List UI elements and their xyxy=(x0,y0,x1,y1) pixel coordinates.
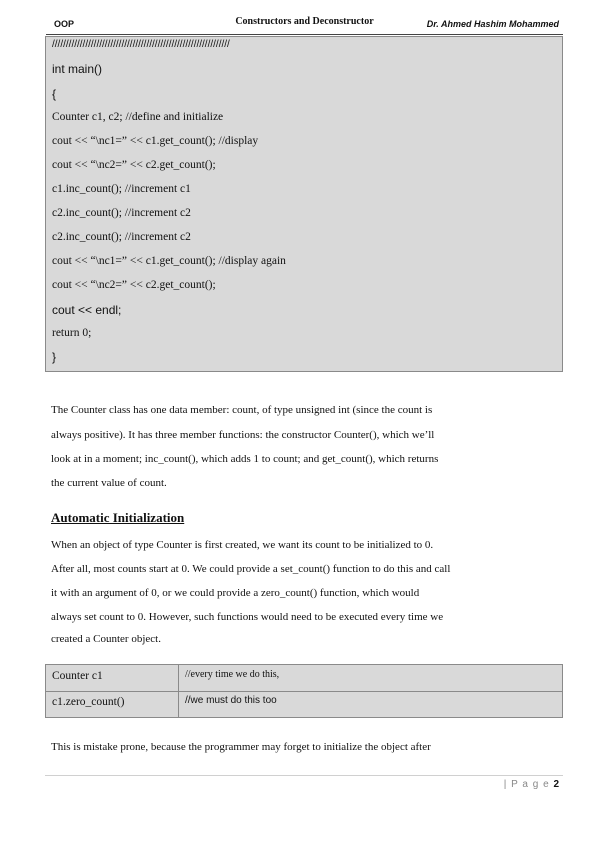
code-block xyxy=(45,36,563,372)
page-number: 2 xyxy=(553,779,559,790)
code-line: return 0; xyxy=(52,327,92,339)
header-title: Constructors and Deconstructor xyxy=(235,16,374,27)
code-line: //////////////////////////////////////////////////////////////// xyxy=(52,39,230,50)
code-line: { xyxy=(52,87,57,101)
section-heading: Automatic Initialization xyxy=(51,510,185,525)
table-cell-code: Counter c1 xyxy=(46,665,179,691)
paragraph-line: When an object of type Counter is first created, we want its count to be initialized to 0. xyxy=(51,539,434,551)
table-row xyxy=(46,665,562,692)
footer-divider xyxy=(45,775,563,776)
code-line: cout << “\nc1=” << c1.get_count(); //display again xyxy=(52,255,286,267)
code-line: Counter c1, c2; //define and initialize xyxy=(52,111,224,123)
code-line: cout << endl; xyxy=(52,303,122,317)
header-course: OOP xyxy=(54,19,75,29)
code-line: cout << “\nc2=” << c2.get_count(); xyxy=(52,279,216,291)
code-line: cout << “\nc2=” << c2.get_count(); xyxy=(52,159,216,171)
page-label: | P a g e xyxy=(503,779,550,790)
code-table xyxy=(45,664,563,718)
paragraph-line: it with an argument of 0, or we could provide a zero_count() function, which would xyxy=(51,587,420,599)
page-header xyxy=(46,14,563,35)
paragraph-line: After all, most counts start at 0. We could provide a set_count() function to do this and call xyxy=(51,563,451,575)
paragraph-line: The Counter class has one data member: count, of type unsigned int (since the count is xyxy=(51,404,433,416)
paragraph-line: This is mistake prone, because the programmer may forget to initialize the object after xyxy=(51,741,431,753)
code-line: cout << “\nc1=” << c1.get_count(); //display xyxy=(52,135,259,147)
code-line: c1.inc_count(); //increment c1 xyxy=(52,183,191,195)
page-footer xyxy=(504,779,559,790)
code-line: int main() xyxy=(52,62,103,76)
table-cell-comment: //we must do this too xyxy=(185,695,277,706)
code-line: c2.inc_count(); //increment c2 xyxy=(52,231,191,243)
paragraph-line: look at in a moment; inc_count(), which adds 1 to count; and get_count(), which returns xyxy=(51,453,439,465)
paragraph-line: created a Counter object. xyxy=(51,633,161,645)
table-row xyxy=(46,691,562,717)
code-line: c2.inc_count(); //increment c2 xyxy=(52,207,191,219)
paragraph-line: always set count to 0. However, such functions would need to be executed every time we xyxy=(51,611,444,623)
table-cell-comment: //every time we do this, xyxy=(185,669,280,680)
header-author: Dr. Ahmed Hashim Mohammed xyxy=(426,19,559,29)
paragraph-line: the current value of count. xyxy=(51,477,167,489)
table-cell-code: c1.zero_count() xyxy=(46,691,179,717)
code-line: } xyxy=(52,350,57,364)
paragraph-line: always positive). It has three member functions: the constructor Counter(), which we’ll xyxy=(51,429,435,441)
